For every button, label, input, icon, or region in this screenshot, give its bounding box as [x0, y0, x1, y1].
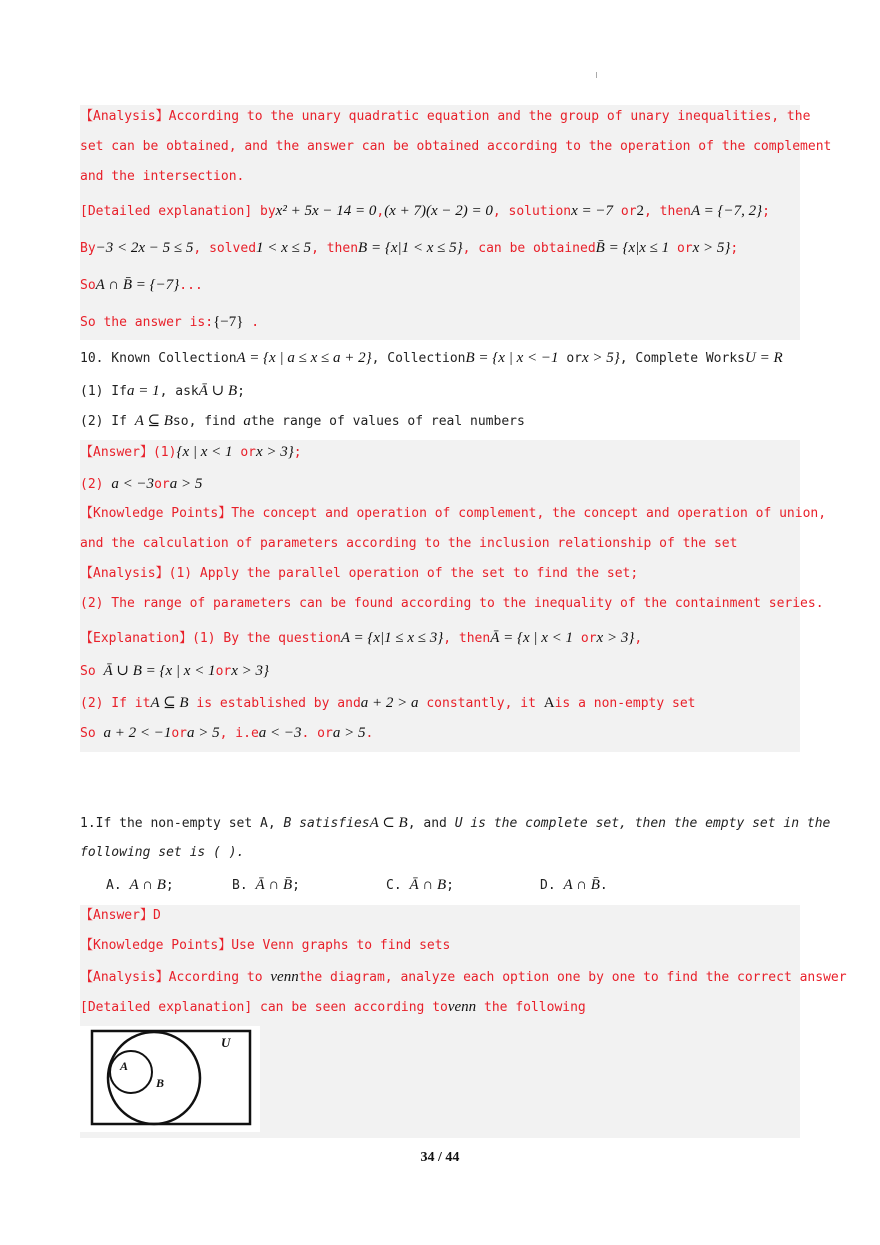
page-number: 34 / 44 — [420, 1150, 460, 1165]
question-1-stem-cont: following set is ( ). — [80, 845, 245, 860]
header-mark — [596, 72, 597, 78]
venn-diagram-svg — [80, 1026, 260, 1132]
question-10-stem: 10. Known CollectionA = {x | a ≤ x ≤ a + 2}, CollectionB = {x | x < −1 orx > 5}, Complete WorksU = R — [80, 350, 783, 366]
analysis-part-2: (2) The range of parameters can be found according to the inequality of the containment series. — [80, 596, 824, 611]
solution-b-line: By−3 < 2x − 5 ≤ 5, solved1 < x ≤ 5, thenB = {x|1 < x ≤ 5}, can be obtainedB̄ = {x|x ≤ 1 orx > 5}; — [80, 240, 739, 256]
answer-part-2: (2) a < −3ora > 5 — [80, 476, 203, 492]
option-b: B. Ā ∩ B̄; — [232, 877, 300, 893]
set-b-circle — [108, 1032, 200, 1124]
analysis-line-2: set can be obtained, and the answer can be obtained according to the operation of the complement — [80, 139, 832, 154]
detailed-explanation-line: [Detailed explanation] byx² + 5x − 14 = 0,(x + 7)(x − 2) = 0, solutionx = −7 or2, thenA = {−7, 2}; — [80, 203, 770, 219]
analysis-line-1: 【Analysis】According to the unary quadratic equation and the group of unary inequalities, the — [80, 109, 811, 124]
answer-line-2: 【Answer】(1){x | x < 1 orx > 3}; — [80, 444, 302, 460]
label-b: B — [156, 1076, 165, 1090]
label-u: U — [221, 1035, 231, 1050]
venn-diagram — [80, 1026, 260, 1132]
analysis-line-3: and the intersection. — [80, 169, 245, 184]
knowledge-points-line-1: 【Knowledge Points】The concept and operation of complement, the concept and operation of union, — [80, 506, 827, 521]
label-a: A — [120, 1059, 129, 1073]
analysis-part-1: 【Analysis】(1) Apply the parallel operation of the set to find the set; — [80, 566, 639, 581]
question-1-options — [80, 875, 808, 895]
intersection-line: SoA ∩ B̄ = {−7}... — [80, 277, 203, 293]
question-10-part-1: (1) Ifa = 1, askĀ ∪ B; — [80, 383, 245, 399]
explanation-line-1: 【Explanation】(1) By the questionA = {x|1 ≤ x ≤ 3}, thenĀ = {x | x < 1 orx > 3}, — [80, 630, 643, 646]
option-c: C. Ā ∩ B; — [386, 877, 454, 893]
knowledge-points-line-3: 【Knowledge Points】Use Venn graphs to find sets — [80, 938, 451, 953]
answer-line-3: 【Answer】D — [80, 908, 161, 923]
question-1-stem: 1.If the non-empty set A, B satisfiesA ⊂ B, and U is the complete set, then the empty set in the — [80, 815, 831, 831]
option-a: A. A ∩ B; — [106, 877, 174, 893]
knowledge-points-line-2: and the calculation of parameters according to the inclusion relationship of the set — [80, 536, 738, 551]
detailed-explanation-line-2: [Detailed explanation] can be seen according tovenn the following — [80, 999, 586, 1015]
answer-line-1: So the answer is:{−7} . — [80, 314, 260, 330]
analysis-line-4: 【Analysis】According to vennthe diagram, analyze each option one by one to find the correct answer — [80, 969, 847, 985]
option-d: D. A ∩ B̄. — [540, 877, 608, 893]
explanation-union-line: So Ā ∪ B = {x | x < 1orx > 3} — [80, 663, 269, 679]
set-a-circle — [110, 1051, 152, 1093]
explanation-line-3: So a + 2 < −1ora > 5, i.ea < −3. ora > 5. — [80, 725, 374, 741]
question-10-part-2: (2) If A ⊆ Bso, find athe range of values of real numbers — [80, 413, 525, 429]
explanation-line-2: (2) If itA ⊆ B is established by anda + 2 > a constantly, it Ais a non-empty set — [80, 695, 696, 711]
